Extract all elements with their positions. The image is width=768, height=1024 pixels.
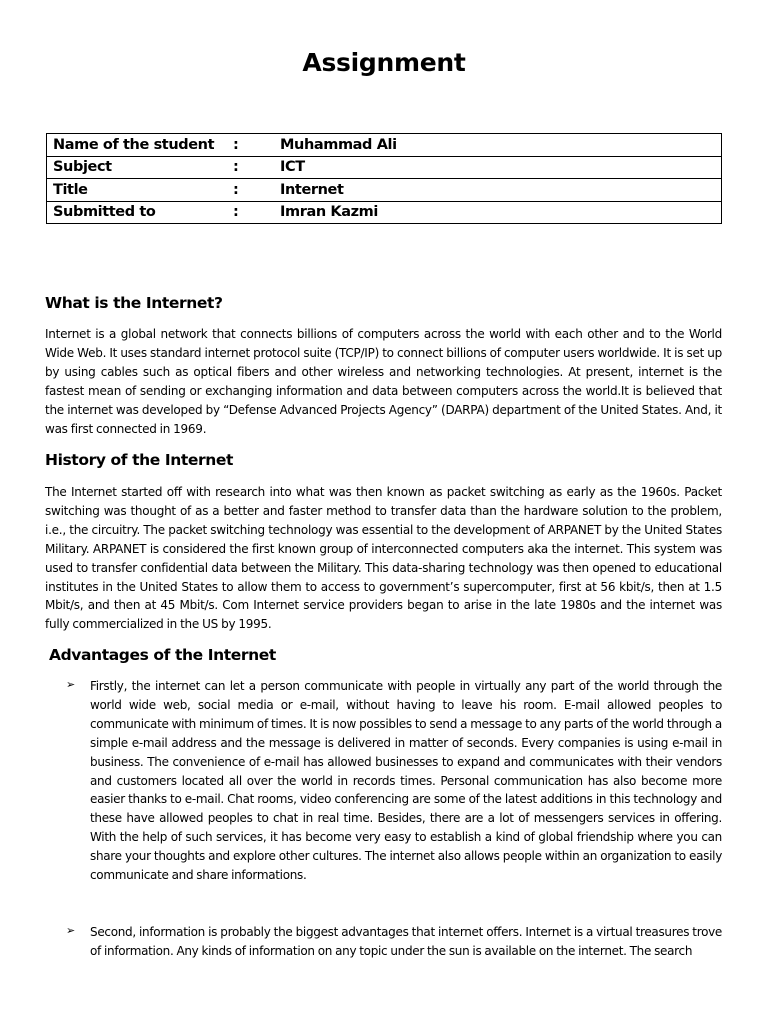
section-body-what-is-internet: Internet is a global network that connects billions of computers across the world with each other and to the World Wide Web. It uses standard internet protocol suite (TCP/IP) to connect billions of computer users worldwide. It is set up by using cables such as optical fibers and other wireless and networking technologies. At present, internet is the fastest mean of sending or exchanging information and data between computers across the world.It is believed that the internet was developed by “Defense Advanced Projects Agency” (DARPA) department of the United States. And, it was first connected in 1969. — [45, 327, 722, 436]
section-heading-advantages: Advantages of the Internet — [49, 646, 276, 664]
arrow-bullet-icon: ➢ — [66, 924, 76, 937]
section-heading-history: History of the Internet — [45, 451, 233, 469]
table-row — [47, 156, 722, 179]
info-separator: : — [233, 201, 280, 224]
list-item: Firstly, the internet can let a person communicate with people in virtually any part of the world through the world wide web, social media or e-mail, without having to leave his room. E-mail allowed peoples to communicate with minimum of times. It is now possibles to send a message to any parts of the world through a simple e-mail address and the message is delivered in matter of seconds. Every companies is using e-mail in business. The convenience of e-mail has allowed businesses to expand and communicates with their vendors and customers located all over the world in records times. Personal communication has also become more easier thanks to e-mail. Chat rooms, video conferencing are some of the latest additions in this technology and these have allowed peoples to chat in real time. Besides, there are a lot of messengers services in offering. With the help of such services, it has become very easy to establish a kind of global friendship where you can share your thoughts and explore other cultures. The internet also allows people within an organization to easily communicate and share informations. — [90, 679, 722, 883]
document-title: Assignment — [302, 48, 466, 77]
info-label: Title — [47, 179, 234, 202]
info-value: Imran Kazmi — [280, 201, 722, 224]
info-value: ICT — [280, 156, 722, 179]
info-label: Name of the student — [47, 134, 234, 157]
info-separator: : — [233, 156, 280, 179]
info-separator: : — [233, 134, 280, 157]
table-row — [47, 201, 722, 224]
table-row — [47, 179, 722, 202]
info-separator: : — [233, 179, 280, 202]
info-label: Submitted to — [47, 201, 234, 224]
table-row — [47, 134, 722, 157]
arrow-bullet-icon: ➢ — [66, 678, 76, 691]
list-item: Second, information is probably the biggest advantages that internet offers. Internet is a virtual treasures trove of information. Any kinds of information on any topic under the sun is available on the internet. The search — [90, 925, 722, 958]
info-value: Muhammad Ali — [280, 134, 722, 157]
info-value: Internet — [280, 179, 722, 202]
section-heading-what-is-internet: What is the Internet? — [45, 294, 223, 312]
student-info-table — [46, 133, 722, 224]
info-label: Subject — [47, 156, 234, 179]
section-body-history: The Internet started off with research into what was then known as packet switching as early as the 1960s. Packet switching was thought of as a better and faster method to transfer data than the hardware solution to the problem, i.e., the circuitry. The packet switching technology was essential to the development of ARPANET by the United States Military. ARPANET is considered the first known group of interconnected computers aka the internet. This system was used to transfer confidential data between the Military. This data-sharing technology was then opened to educational institutes in the United States to allow them to access to government’s supercomputer, first at 56 kbit/s, then at 1.5 Mbit/s, and then at 45 Mbit/s. Com Internet service providers began to arise in the late 1980s and the internet was fully commercialized in the US by 1995. — [45, 485, 722, 632]
